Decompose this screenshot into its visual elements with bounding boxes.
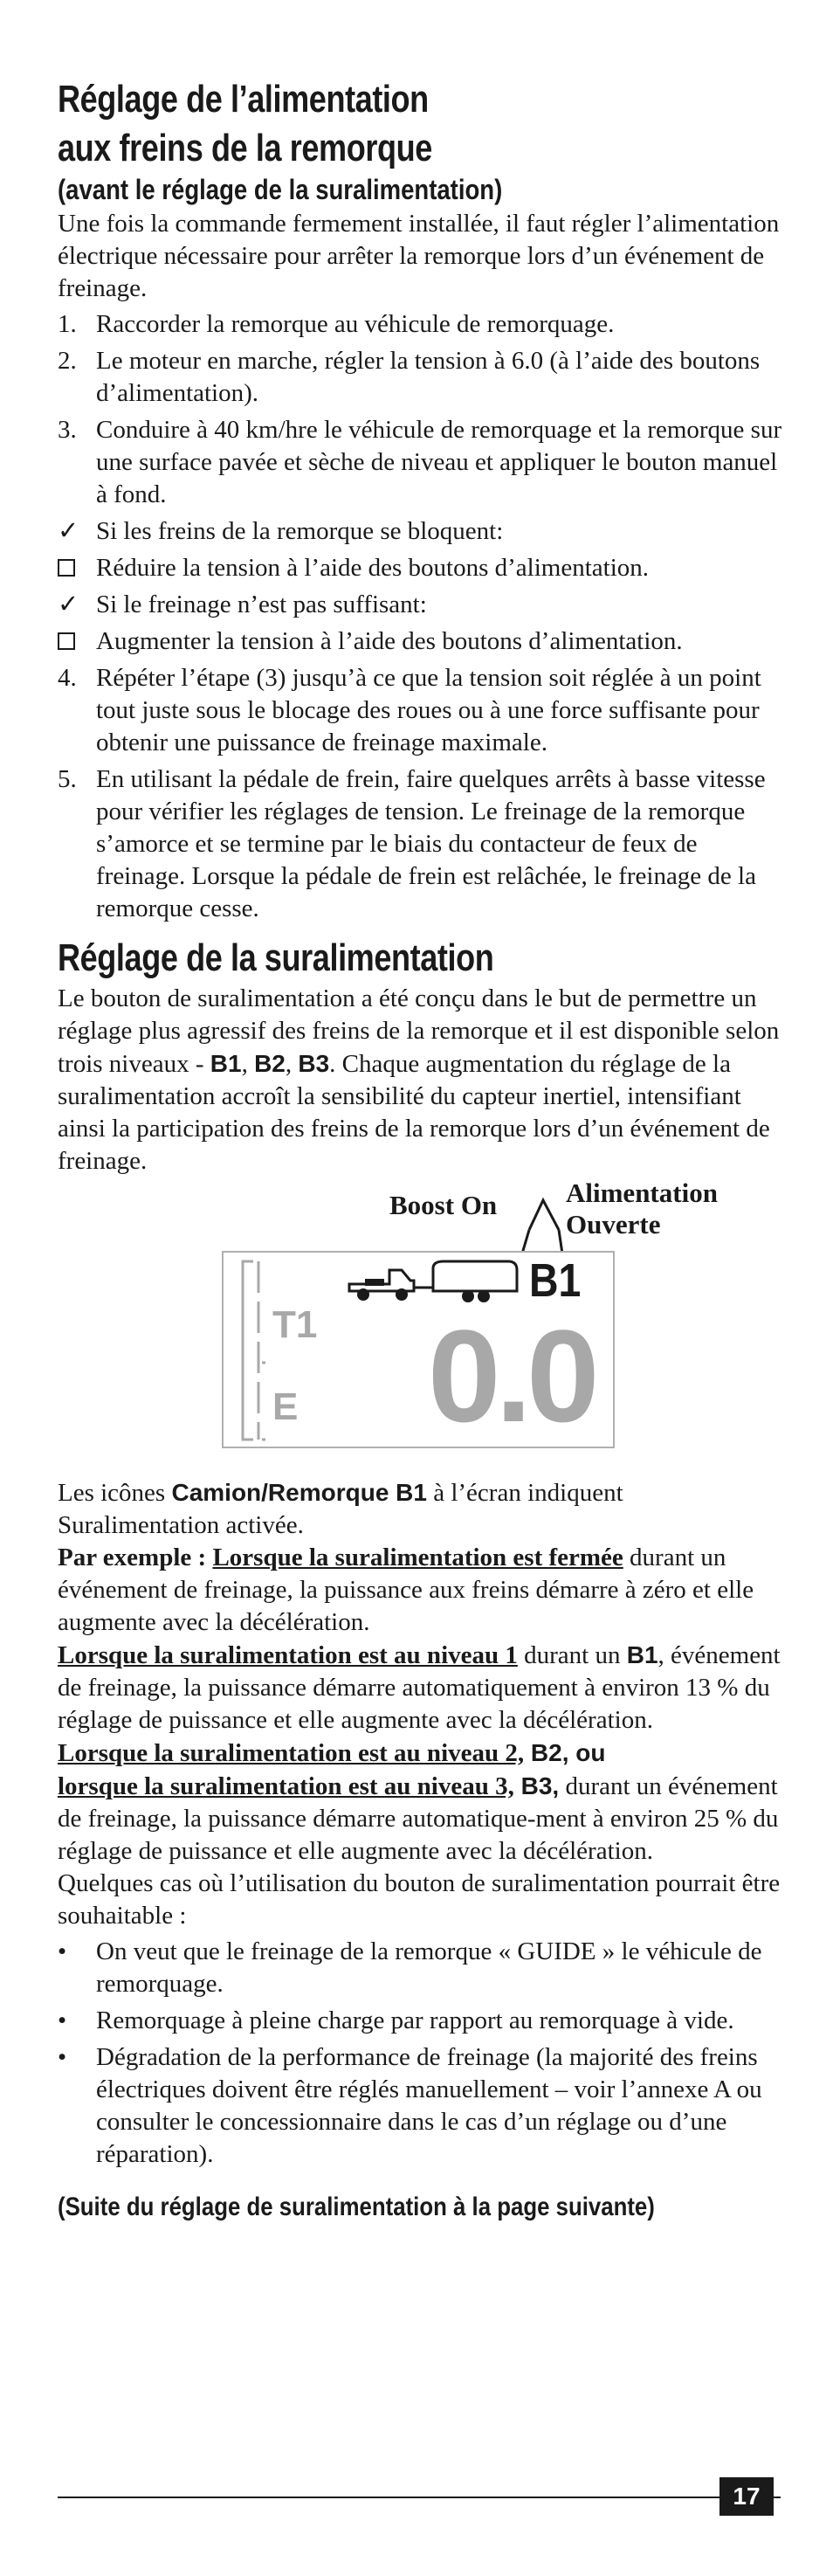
steps-list [58, 308, 786, 925]
list-item: • Remorquage à pleine charge par rapport au remorquage à vide. [58, 2005, 786, 2037]
checkbox-icon [58, 632, 75, 650]
trip-indicator: T1 [272, 1303, 318, 1346]
boost-on-label: Boost On [389, 1190, 498, 1220]
caret-icon [529, 1200, 559, 1230]
list-item: 1. Raccorder la remorque au véhicule de remorquage. [58, 310, 615, 338]
footer-rule [58, 2497, 781, 2498]
ouverte-label: Ouverte [566, 1209, 661, 1240]
list-item: 2. Le moteur en marche, régler la tension à 6.0 (à l’aide des boutons d’alimentation). [58, 347, 761, 407]
cases-list [58, 1936, 786, 2171]
list-item: • Dégradation de la performance de freinage (la majorité des freins électriques doivent être réglés manuellement – voir l’annexe A ou consulter le concessionnaire dans le cas d’un réglage ou d’une réparation). [58, 2043, 762, 2168]
list-item: 5. En utilisant la pédale de frein, faire quelques arrêts à basse vitesse pour vérifier les réglages de tension. Le freinage de la remorque s’amorce et se termine par le biais du contacteur de feux de freinage. Lorsque la pédale de frein est relâchée, le freinage de la remorque cesse. [58, 765, 766, 922]
list-item: ✓ Si les freins de la remorque se bloquent: [58, 515, 786, 548]
voltage-readout: 0.0 [428, 1302, 595, 1449]
checkbox-icon [58, 559, 75, 577]
continued-note: (Suite du réglage de suralimentation à la page suivante) [58, 2193, 655, 2221]
bracket-gauge [232, 1258, 267, 1443]
checkmark-icon: ✓ [58, 590, 79, 618]
example-level23: Lorsque la suralimentation est au niveau 2, B2, ou lorsque la suralimentation est au niveau 3, B3, durant un événement de freinage, la puissance démarre automatique-ment à environ 25 % du réglage de puissance et elle augmente avec la décélération. [58, 1739, 779, 1865]
boost-intro: Le bouton de suralimentation a été conçu dans le but de permettre un réglage plus agressif des freins de la remorque et il est disponible selon trois niveaux - B1, B2, B3. Chaque augmentation du réglage de la suralimentation accroît la sensibilité du capteur inertiel, intensifiant ainsi la participation des freins de la remorque lors d’un événement de freinage. [58, 984, 780, 1175]
intro-paragraph: Une fois la commande fermement installée, il faut régler l’alimentation électrique nécessaire pour arrêter la remorque lors d’un événement de freinage. [58, 210, 780, 302]
list-item: Réduire la tension à l’aide des boutons d’alimentation. [58, 552, 786, 584]
section-title-boost: Réglage de la suralimentation [58, 936, 494, 979]
page-number: 17 [719, 2477, 774, 2516]
bullet-icon: • [58, 1937, 67, 1965]
manual-page [58, 75, 786, 2223]
checkmark-icon: ✓ [58, 517, 79, 545]
display-figure [58, 1178, 786, 1466]
lcd-display [222, 1251, 615, 1448]
list-item: 4. Répéter l’étape (3) jusqu’à ce que la tension soit réglée à un point tout juste sous le blocage des roues ou à une force suffisante pour obtenir une puissance de freinage maximale. [58, 664, 761, 756]
section-title-power: Réglage de l’alimentation aux freins de la remorque [58, 78, 432, 169]
list-item: 3. Conduire à 40 km/hre le véhicule de remorquage et la remorque sur une surface pavée et sèche de niveau et appliquer le bouton manuel à fond. [58, 416, 782, 508]
list-item: ✓ Si le freinage n’est pas suffisant: [58, 589, 786, 621]
cases-intro: Quelques cas où l’utilisation du bouton de suralimentation pourrait être souhaitable : [58, 1869, 781, 1930]
e-indicator: E [272, 1385, 299, 1428]
example-level1: Lorsque la suralimentation est au niveau 1 durant un B1, événement de freinage, la puissance démarre automatiquement à environ 13 % du réglage de puissance et elle augmente avec la décélération. [58, 1641, 781, 1734]
bullet-icon: • [58, 2043, 67, 2071]
list-item: • On veut que le freinage de la remorque « GUIDE » le véhicule de remorquage. [58, 1937, 762, 1998]
alimentation-label: Alimentation [566, 1178, 718, 1208]
bullet-icon: • [58, 2006, 67, 2034]
icons-paragraph: Les icônes Camion/Remorque B1 à l’écran indiquent Suralimentation activée. [58, 1479, 623, 1539]
boost-mode-indicator: B1 [529, 1254, 582, 1307]
section-subtitle: (avant le réglage de la suralimentation) [58, 174, 503, 205]
list-item: Augmenter la tension à l’aide des boutons d’alimentation. [58, 625, 786, 658]
truck-trailer-icon [346, 1258, 520, 1305]
example-closed: Par exemple : Lorsque la suralimentation est fermée durant un événement de freinage, la puissance aux freins démarre à zéro et elle augmente avec la décélération. [58, 1544, 754, 1636]
